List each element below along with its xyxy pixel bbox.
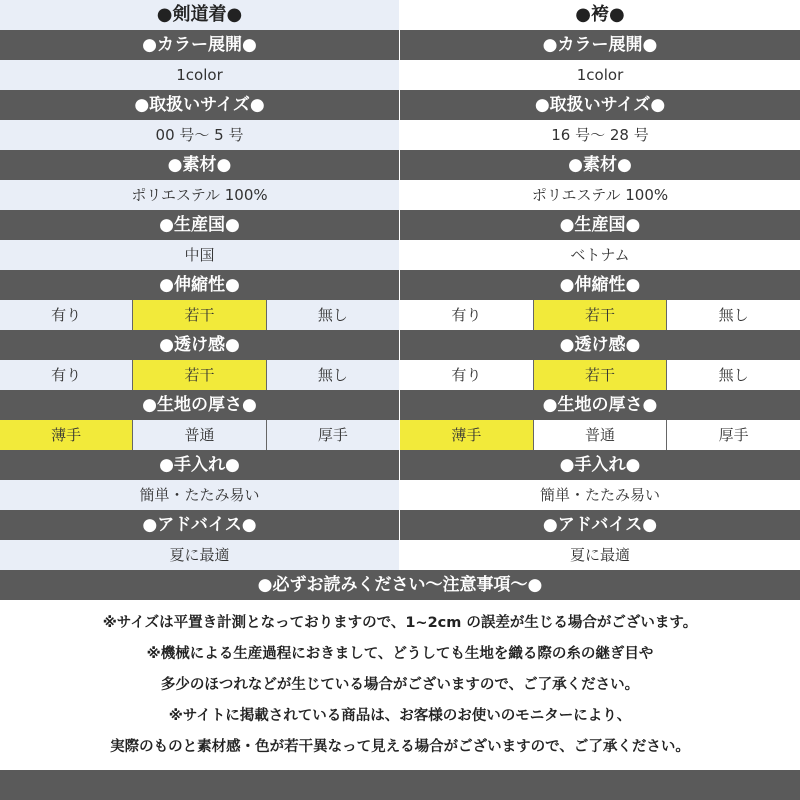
sheer-option-yes: 有り — [0, 360, 133, 390]
footer-bar — [0, 770, 800, 800]
material-value: ポリエステル 100% — [400, 180, 800, 210]
column-title: ●剣道着● — [0, 0, 399, 30]
size-header: ●取扱いサイズ● — [400, 90, 800, 120]
origin-header: ●生産国● — [0, 210, 399, 240]
notice-line: 実際のものと素材感・色が若干異なって見える場合がございますので、ご了承ください。 — [110, 739, 690, 755]
thickness-option-thin: 薄手 — [400, 420, 534, 450]
notice-line: 多少のほつれなどが生じている場合がございますので、ご了承ください。 — [160, 677, 640, 693]
stretch-option-yes: 有り — [400, 300, 534, 330]
advice-header: ●アドバイス● — [0, 510, 399, 540]
sheer-option-no: 無し — [317, 366, 348, 384]
thickness-scale — [0, 420, 399, 450]
thickness-scale — [400, 420, 800, 450]
color-value: 1color — [400, 60, 800, 90]
care-value: 簡単・たたみ易い — [0, 480, 399, 510]
material-header: ●素材● — [400, 150, 800, 180]
color-header: ●カラー展開● — [0, 30, 399, 60]
stretch-option-no: 無し — [718, 306, 749, 324]
advice-header: ●アドバイス● — [400, 510, 800, 540]
material-header: ●素材● — [0, 150, 399, 180]
thickness-header: ●生地の厚さ● — [400, 390, 800, 420]
sheer-scale — [0, 360, 399, 390]
stretch-option-slight: 若干 — [534, 300, 668, 330]
care-header: ●手入れ● — [0, 450, 399, 480]
sheer-option-slight: 若干 — [133, 360, 266, 390]
notice-line: ※サイトに掲載されている商品は、お客様のお使いのモニターにより、 — [168, 708, 632, 724]
origin-value: 中国 — [0, 240, 399, 270]
column-hakama — [400, 0, 800, 570]
notice-line: ※機械による生産過程におきまして、どうしても生地を織る際の糸の継ぎ目や — [146, 646, 654, 662]
stretch-option-yes: 有り — [0, 300, 133, 330]
advice-value: 夏に最適 — [0, 540, 399, 570]
sheer-scale — [400, 360, 800, 390]
notice-list — [0, 600, 800, 763]
column-title: ●袴● — [400, 0, 800, 30]
sheer-header: ●透け感● — [0, 330, 399, 360]
origin-value: ベトナム — [400, 240, 800, 270]
sheer-header: ●透け感● — [400, 330, 800, 360]
thickness-option-thick: 厚手 — [317, 426, 348, 444]
stretch-header: ●伸縮性● — [0, 270, 399, 300]
thickness-option-thick: 厚手 — [718, 426, 749, 444]
sheer-option-slight: 若干 — [534, 360, 668, 390]
sheer-option-no: 無し — [718, 366, 749, 384]
notice-line: ※サイズは平置き計測となっておりますので、1~2cm の誤差が生じる場合がございます。 — [102, 615, 698, 631]
sheer-option-yes: 有り — [400, 360, 534, 390]
column-kendogi — [0, 0, 400, 570]
stretch-scale — [400, 300, 800, 330]
color-value: 1color — [0, 60, 399, 90]
advice-value: 夏に最適 — [400, 540, 800, 570]
thickness-header: ●生地の厚さ● — [0, 390, 399, 420]
size-value: 16 号～ 28 号 — [400, 120, 800, 150]
size-value: 00 号～ 5 号 — [0, 120, 399, 150]
color-header: ●カラー展開● — [400, 30, 800, 60]
thickness-option-normal: 普通 — [133, 420, 266, 450]
notice-header: ●必ずお読みください～注意事項～● — [0, 570, 800, 600]
stretch-scale — [0, 300, 399, 330]
care-header: ●手入れ● — [400, 450, 800, 480]
stretch-option-no: 無し — [317, 306, 348, 324]
size-header: ●取扱いサイズ● — [0, 90, 399, 120]
stretch-header: ●伸縮性● — [400, 270, 800, 300]
origin-header: ●生産国● — [400, 210, 800, 240]
care-value: 簡単・たたみ易い — [400, 480, 800, 510]
material-value: ポリエステル 100% — [0, 180, 399, 210]
thickness-option-normal: 普通 — [534, 420, 668, 450]
thickness-option-thin: 薄手 — [0, 420, 133, 450]
stretch-option-slight: 若干 — [133, 300, 266, 330]
